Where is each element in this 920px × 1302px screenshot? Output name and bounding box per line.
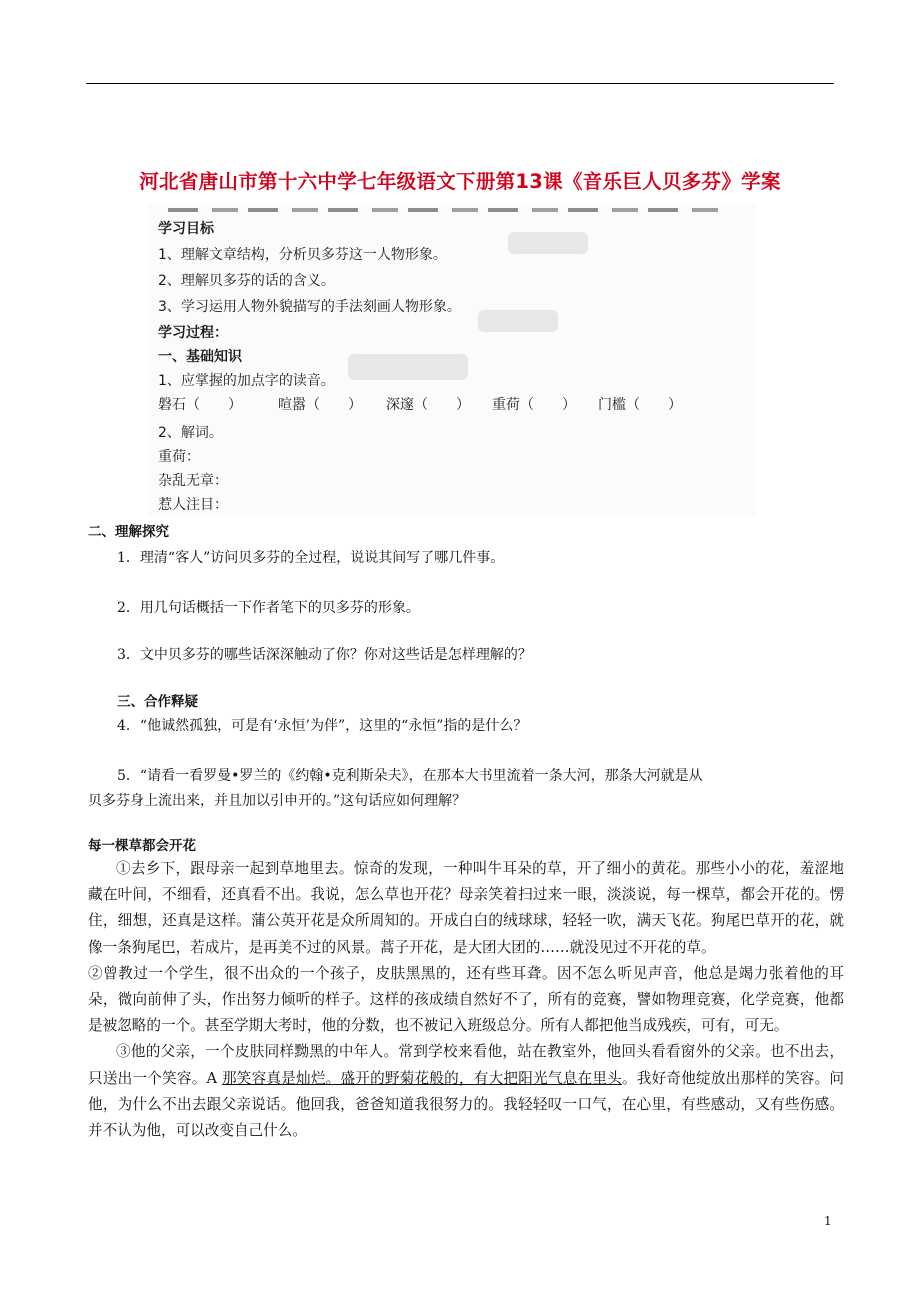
vocab-title: 2、解词。 xyxy=(158,425,223,441)
cropped-text-strip xyxy=(168,208,728,212)
process-heading: 学习过程： xyxy=(158,325,228,341)
watermark-logo xyxy=(348,354,468,380)
pronunciation-item: 深邃（ ） xyxy=(386,397,470,413)
paragraph-3-start: ③他的父亲，一个皮肤同样黝黑的中年人。常到学校来看他，站在教室外，他回头看看窗外的父亲。也不出去，只送出一个笑容。A xyxy=(88,1043,844,1087)
reading-passage xyxy=(88,856,844,1144)
pronunciation-item: 磐石（ ） xyxy=(158,397,242,413)
paragraph-3 xyxy=(88,1039,844,1144)
vocab-item: 重荷： xyxy=(158,449,200,465)
watermark-logo xyxy=(478,310,558,332)
pronunciation-item: 喧嚣（ ） xyxy=(278,397,362,413)
vocab-item: 杂乱无章： xyxy=(158,473,228,489)
vocab-item: 惹人注目： xyxy=(158,497,228,513)
question-1: 1．理清“客人”访问贝多芬的全过程，说说其间写了哪几件事。 xyxy=(117,550,505,566)
basic-knowledge-heading: 一、基础知识 xyxy=(158,349,242,365)
goal-item: 3、学习运用人物外貌描写的手法刻画人物形象。 xyxy=(158,299,461,315)
goal-item: 2、理解贝多芬的话的含义。 xyxy=(158,273,335,289)
pronunciation-item: 重荷（ ） xyxy=(492,397,576,413)
goals-heading: 学习目标 xyxy=(158,221,214,237)
paragraph-2: ②曾教过一个学生，很不出众的一个孩子，皮肤黑黑的，还有些耳聋。因不怎么听见声音，他总是竭力张着他的耳朵，微向前伸了头，作出努力倾听的样子。这样的孩成绩自然好不了，所有的竞赛，譬如物理竞赛，化学竞赛，他都是被忽略的一个。甚至学期大考时，他的分数，也不被记入班级总分。所有人都把他当成残疾，可有，可无。 xyxy=(88,964,844,1035)
paragraph-1: ①去乡下，跟母亲一起到草地里去。惊奇的发现，一种叫牛耳朵的草，开了细小的黄花。那些小小的花，羞涩地藏在叶间，不细看，还真看不出。我说，怎么草也开花？母亲笑着扫过来一眼，淡淡说，每一棵草，都会开花的。愣住，细想，还真是这样。蒲公英开花是众所周知的。开成白白的绒球球，轻轻一吹，满天飞花。狗尾巴草开的花，就像一条狗尾巴，若成片，是再美不过的风景。蒿子开花，是大团大团的……就没见过不开花的草。 xyxy=(88,860,844,956)
reading-title: 每一棵草都会开花 xyxy=(88,838,196,854)
underlined-sentence: 那笑容真是灿烂。盛开的野菊花般的，有大把阳光气息在里头 xyxy=(221,1069,622,1087)
question-5-line-2: 贝多芬身上流出来，并且加以引申开的。”这句话应如何理解？ xyxy=(88,793,467,809)
watermark-logo xyxy=(508,232,588,254)
pronunciation-item: 门槛（ ） xyxy=(598,397,682,413)
question-2: 2．用几句话概括一下作者笔下的贝多芬的形象。 xyxy=(117,600,420,616)
question-4: 4．“他诚然孤独，可是有‘永恒’为伴”，这里的“永恒”指的是什么？ xyxy=(117,718,528,734)
section-heading-2: 二、理解探究 xyxy=(88,524,169,540)
section-heading-3: 三、合作释疑 xyxy=(117,694,198,710)
question-3: 3．文中贝多芬的哪些话深深触动了你？你对这些话是怎样理解的？ xyxy=(117,647,532,663)
embedded-worksheet-image xyxy=(148,204,756,516)
question-5-line-1: 5．“请看一看罗曼•罗兰的《约翰•克利斯朵夫》，在那本大书里流着一条大河，那条大河就是从 xyxy=(117,768,703,784)
page-number: 1 xyxy=(824,1214,832,1228)
goal-item: 1、理解文章结构，分析贝多芬这一人物形象。 xyxy=(158,247,447,263)
page-title: 河北省唐山市第十六中学七年级语文下册第13课《音乐巨人贝多芬》学案 xyxy=(139,170,781,193)
pronunciation-title: 1、应掌握的加点字的读音。 xyxy=(158,373,335,389)
paragraph-3-end: 。我好奇他绽放出那样的笑容。问他，为什么不出去跟父亲说话。他回我，爸爸知道我很努力的。我轻轻叹一口气，在心里，有些感动，又有些伤感。并不认为他，可以改变自己什么。 xyxy=(88,1069,844,1140)
header-rule xyxy=(86,83,834,84)
